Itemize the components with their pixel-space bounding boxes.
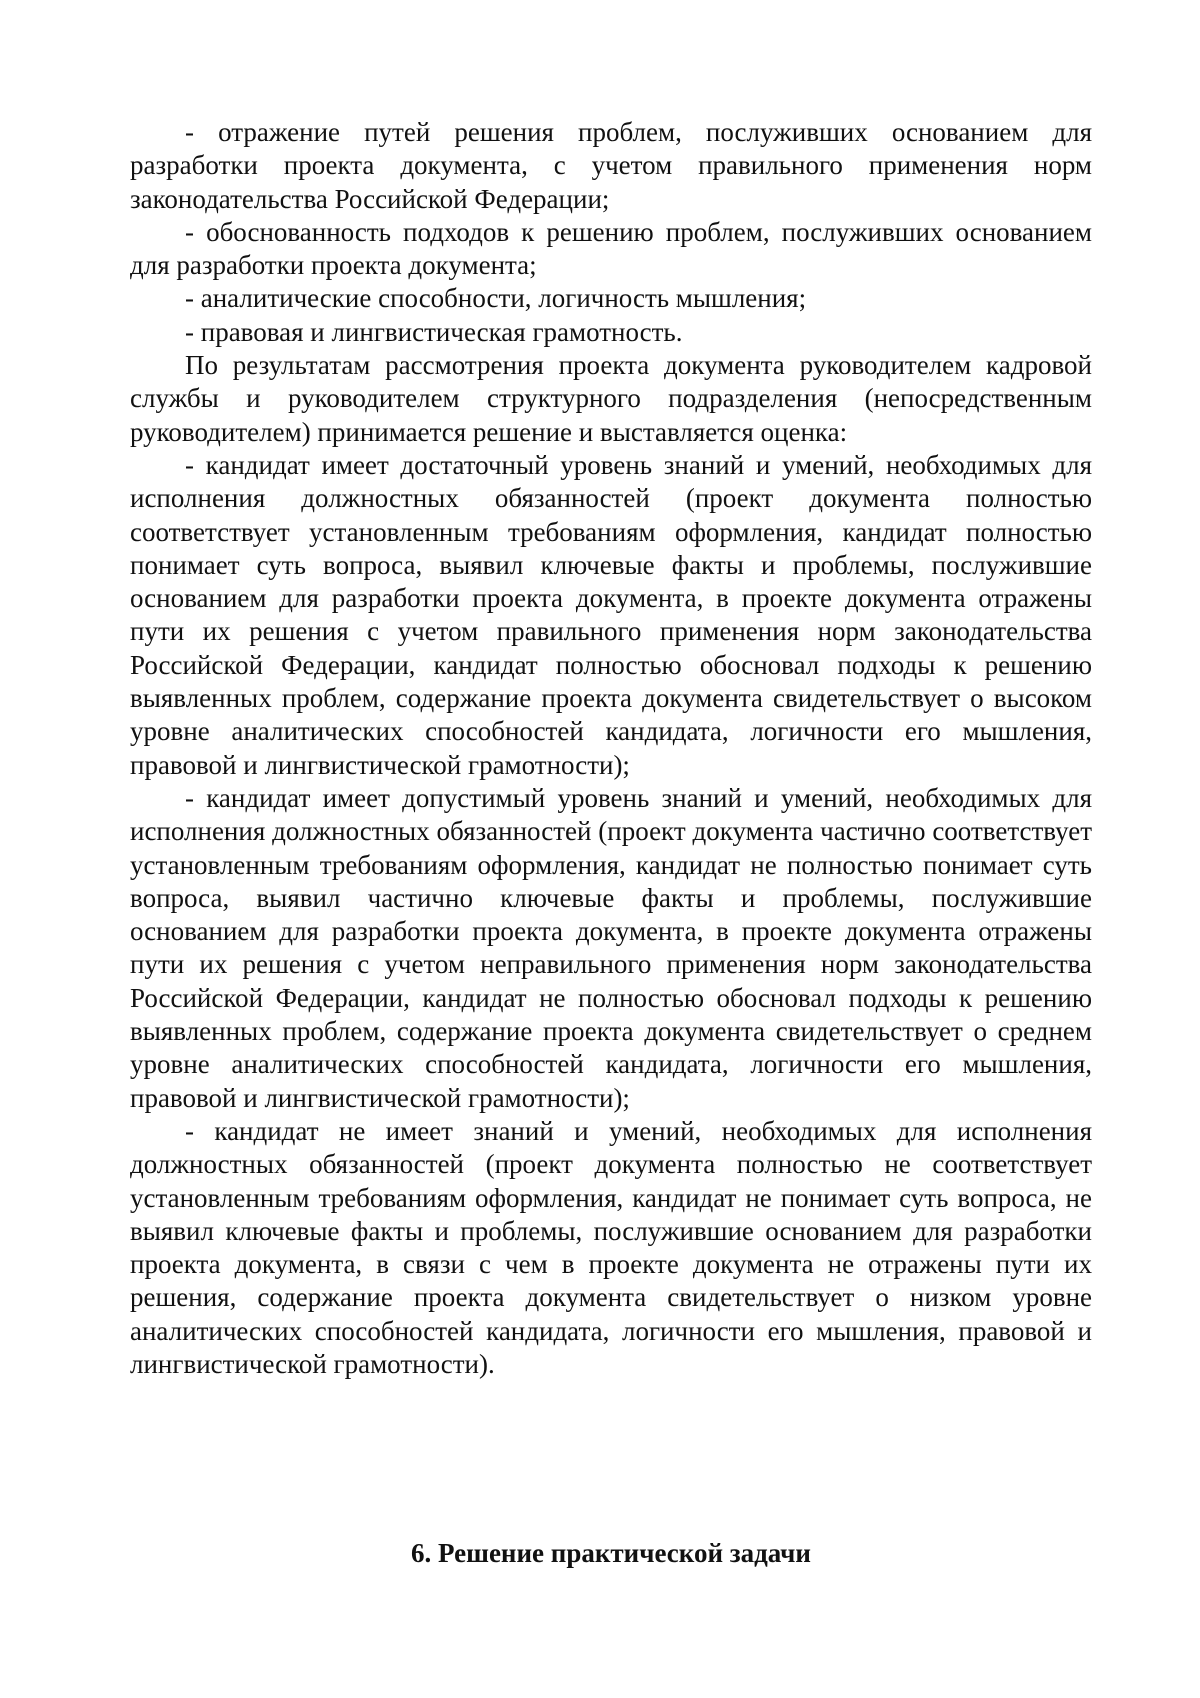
body-text: [130, 116, 1092, 1381]
paragraph-criterion-justification: - обоснованность подходов к решению проблем, послуживших основанием для разработки проекта документа;: [130, 216, 1092, 281]
paragraph-evaluation-intro: По результатам рассмотрения проекта документа руководителем кадровой службы и руководителем структурного подразделения (непосредственным руководителем) принимается решение и выставляется оценка:: [130, 350, 1092, 447]
paragraph-criterion-solutions: - отражение путей решения проблем, послуживших основанием для разработки проекта документа, с учетом правильного применения норм законодательства Российской Федерации;: [130, 117, 1092, 214]
paragraph-grade-sufficient: - кандидат имеет достаточный уровень знаний и умений, необходимых для исполнения должностных обязанностей (проект документа полностью соответствует установленным требованиям оформления, кандидат полностью понимает суть вопроса, выявил ключевые факты и проблемы, послужившие основанием для разработки проекта документа, в проекте документа отражены пути их решения с учетом правильного применения норм законодательства Российской Федерации, кандидат полностью обосновал подходы к решению выявленных проблем, содержание проекта документа свидетельствует о высоком уровне аналитических способностей кандидата, логичности его мышления, правовой и лингвистической грамотности);: [130, 449, 1092, 780]
paragraph-grade-acceptable: - кандидат имеет допустимый уровень знаний и умений, необходимых для исполнения должностных обязанностей (проект документа частично соответствует установленным требованиям оформления, кандидат не полностью понимает суть вопроса, выявил частично ключевые факты и проблемы, послужившие основанием для разработки проекта документа, в проекте документа отражены пути их решения с учетом неправильного применения норм законодательства Российской Федерации, кандидат не полностью обосновал подходы к решению выявленных проблем, содержание проекта документа свидетельствует о среднем уровне аналитических способностей кандидата, логичности его мышления, правовой и лингвистической грамотности);: [130, 782, 1092, 1113]
paragraph-grade-insufficient: - кандидат не имеет знаний и умений, необходимых для исполнения должностных обязанностей (проект документа полностью не соответствует установленным требованиям оформления, кандидат не понимает суть вопроса, не выявил ключевые факты и проблемы, послужившие основанием для разработки проекта документа, в связи с чем в проекте документа не отражены пути их решения, содержание проекта документа свидетельствует о низком уровне аналитических способностей кандидата, логичности его мышления, правовой и лингвистической грамотности).: [130, 1115, 1092, 1379]
paragraph-criterion-literacy: - правовая и лингвистическая грамотность.: [185, 316, 683, 347]
paragraph-criterion-analytics: - аналитические способности, логичность мышления;: [185, 283, 807, 314]
section-heading: 6. Решение практической задачи: [411, 1538, 811, 1568]
